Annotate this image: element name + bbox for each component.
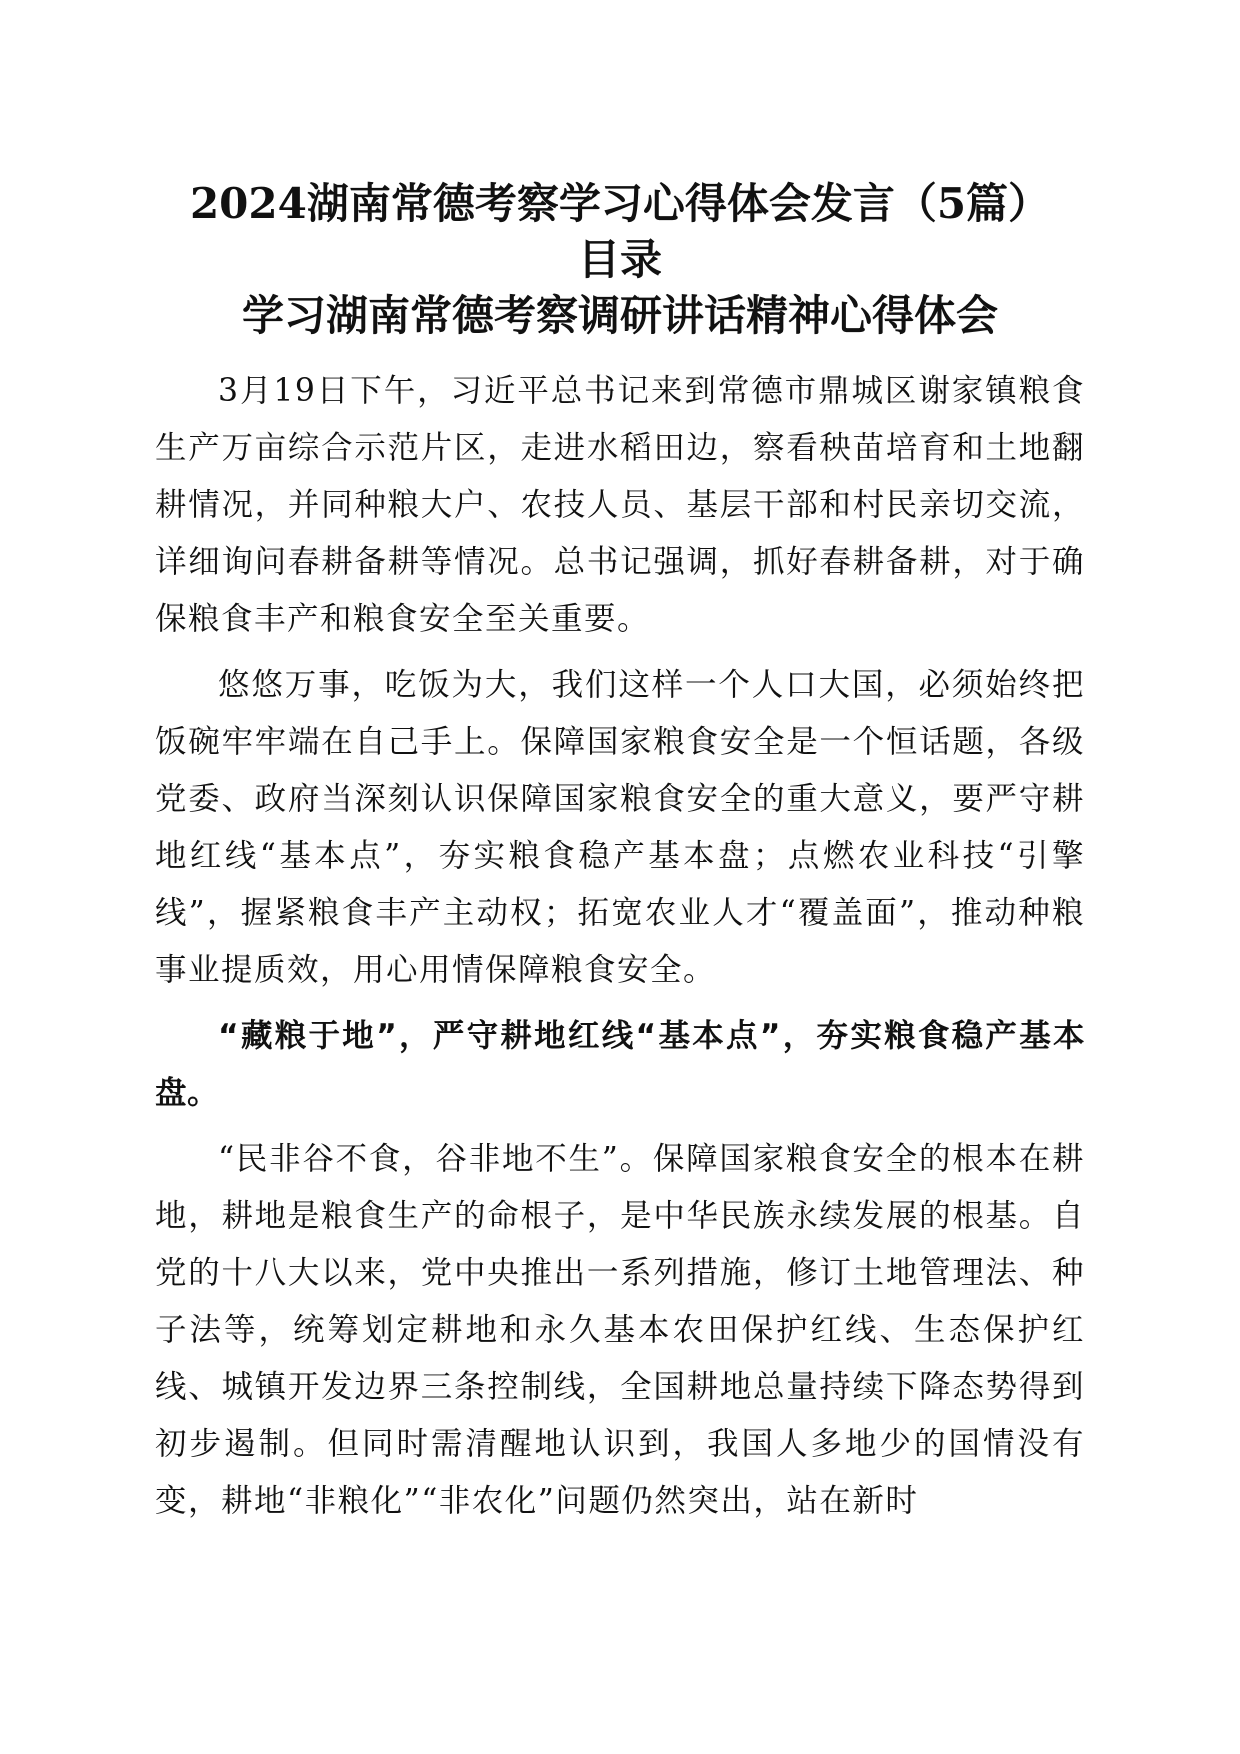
paragraph: “民非谷不食，谷非地不生”。保障国家粮食安全的根本在耕地，耕地是粮食生产的命根子，是中华民族永续发展的根基。自党的十八大以来，党中央推出一系列措施，修订土地管理法、种子法等，统筹划定耕地和永久基本农田保护红线、生态保护红线、城镇开发边界三条控制线，全国耕地总量持续下降态势得到初步遏制。但同时需清醒地认识到，我国人多地少的国情没有变，耕地“非粮化”“非农化”问题仍然突出，站在新时 bbox=[155, 1141, 1085, 1519]
paragraph: 悠悠万事，吃饭为大，我们这样一个人口大国，必须始终把饭碗牢牢端在自己手上。保障国家粮食安全是一个恒话题，各级党委、政府当深刻认识保障国家粮食安全的重大意义，要严守耕地红线“基本点”，夯实粮食稳产基本盘；点燃农业科技“引擎线”，握紧粮食丰产主动权；拓宽农业人才“覆盖面”，推动种粮事业提质效，用心用情保障粮食安全。 bbox=[155, 667, 1085, 988]
toc-label: 目录 bbox=[577, 235, 662, 284]
title-block bbox=[0, 176, 1240, 344]
article-body bbox=[155, 363, 1085, 1539]
main-title: 2024湖南常德考察学习心得体会发言（5篇） bbox=[189, 179, 1051, 228]
section-heading: “藏粮于地”，严守耕地红线“基本点”，夯实粮食稳产基本盘。 bbox=[155, 1018, 1085, 1111]
article-title: 学习湖南常德考察调研讲话精神心得体会 bbox=[241, 291, 998, 340]
paragraph: 3月19日下午，习近平总书记来到常德市鼎城区谢家镇粮食生产万亩综合示范片区，走进水稻田边，察看秧苗培育和土地翻耕情况，并同种粮大户、农技人员、基层干部和村民亲切交流，详细询问春耕备耕等情况。总书记强调，抓好春耕备耕，对于确保粮食丰产和粮食安全至关重要。 bbox=[155, 373, 1085, 637]
